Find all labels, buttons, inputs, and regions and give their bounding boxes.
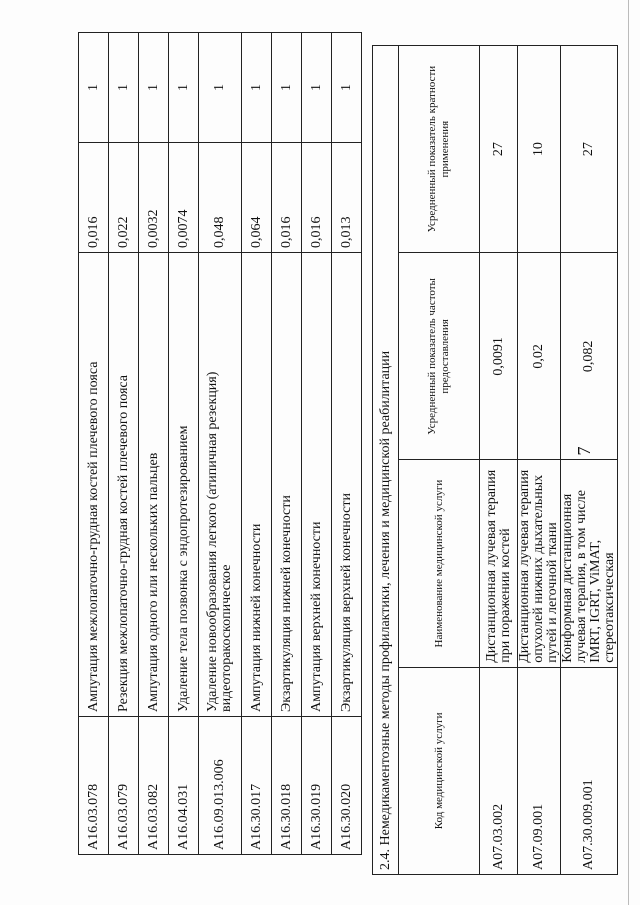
frequency-cell: 0,016: [79, 143, 109, 253]
frequency-cell: 0,02: [518, 253, 561, 460]
service-name-cell: Экзартикуляция нижней конечности: [272, 253, 302, 717]
table-row: [169, 33, 199, 855]
header-code: Код медицинской услуги: [399, 667, 480, 874]
multiplicity-cell: 27: [561, 46, 618, 253]
multiplicity-cell: 1: [302, 33, 332, 143]
frequency-cell: 0,0032: [139, 143, 169, 253]
service-name-cell: Дистанционная лучевая терапия при поражении костей: [480, 460, 518, 667]
table-row: [302, 33, 332, 855]
frequency-cell: 0,0091: [480, 253, 518, 460]
service-code-cell: A16.09.013.006: [199, 717, 242, 855]
service-code-cell: A16.03.082: [139, 717, 169, 855]
service-name-cell: Удаление тела позвонка с эндопротезированием: [169, 253, 199, 717]
service-code-cell: A16.30.017: [242, 717, 272, 855]
table-row: [332, 33, 362, 855]
header-row: [399, 46, 480, 875]
multiplicity-cell: 1: [199, 33, 242, 143]
frequency-cell: 0,016: [302, 143, 332, 253]
frequency-cell: 0,022: [109, 143, 139, 253]
service-code-cell: A16.30.019: [302, 717, 332, 855]
page-number: 7: [574, 446, 594, 456]
table-row: [139, 33, 169, 855]
service-name-cell: Ампутация нижней конечности: [242, 253, 272, 717]
service-code-cell: A16.30.020: [332, 717, 362, 855]
non-drug-methods-table: [372, 45, 618, 875]
service-code-cell: A16.03.078: [79, 717, 109, 855]
service-name-cell: Дистанционная лучевая терапия опухолей нижних дыхательных путей и легочной ткани: [518, 460, 561, 667]
multiplicity-cell: 1: [242, 33, 272, 143]
service-name-cell: Ампутация верхней конечности: [302, 253, 332, 717]
multiplicity-cell: 27: [480, 46, 518, 253]
multiplicity-cell: 1: [169, 33, 199, 143]
frequency-cell: 0,064: [242, 143, 272, 253]
scan-edge-mark: [628, 0, 629, 905]
table-row: [242, 33, 272, 855]
frequency-cell: 0,0074: [169, 143, 199, 253]
multiplicity-cell: 1: [272, 33, 302, 143]
service-name-cell: Резекция межлопаточно-грудная костей плечевого пояса: [109, 253, 139, 717]
multiplicity-cell: 1: [109, 33, 139, 143]
header-name: Наименование медицинской услуги: [399, 460, 480, 667]
frequency-cell: 0,048: [199, 143, 242, 253]
service-code-cell: A07.09.001: [518, 667, 561, 874]
frequency-cell: 0,013: [332, 143, 362, 253]
frequency-cell: 0,016: [272, 143, 302, 253]
frequency-cell: 0,082: [561, 253, 618, 460]
procedures-table: [78, 32, 362, 855]
service-name-cell: Удаление новообразования легкого (атипичная резекция) видеоторакоскопическое: [199, 253, 242, 717]
service-name-cell: Ампутация одного или нескольких пальцев: [139, 253, 169, 717]
service-name-cell: Ампутация межлопаточно-грудная костей плечевого пояса: [79, 253, 109, 717]
multiplicity-cell: 1: [332, 33, 362, 143]
service-code-cell: A07.30.009.001: [561, 667, 618, 874]
service-name-cell: Конформная дистанционная лучевая терапия, в том числе IMRT, IGRT, ViMAT, стереотаксическая: [561, 460, 618, 667]
section-row: [373, 46, 399, 875]
table-row: [518, 46, 561, 875]
service-code-cell: A16.03.079: [109, 717, 139, 855]
table-row: [199, 33, 242, 855]
multiplicity-cell: 10: [518, 46, 561, 253]
table-row: [272, 33, 302, 855]
header-multiplicity: Усредненный показатель кратности применения: [399, 46, 480, 253]
table-row: [109, 33, 139, 855]
service-code-cell: A16.04.031: [169, 717, 199, 855]
service-code-cell: A16.30.018: [272, 717, 302, 855]
section-title: 2.4. Немедикаментозные методы профилактики, лечения и медицинской реабилитации: [373, 46, 399, 875]
table-row: [79, 33, 109, 855]
service-name-cell: Экзартикуляция верхней конечности: [332, 253, 362, 717]
multiplicity-cell: 1: [139, 33, 169, 143]
table-row: [480, 46, 518, 875]
header-frequency: Усредненный показатель частоты предоставления: [399, 253, 480, 460]
multiplicity-cell: 1: [79, 33, 109, 143]
table-row: [561, 46, 618, 875]
service-code-cell: A07.03.002: [480, 667, 518, 874]
